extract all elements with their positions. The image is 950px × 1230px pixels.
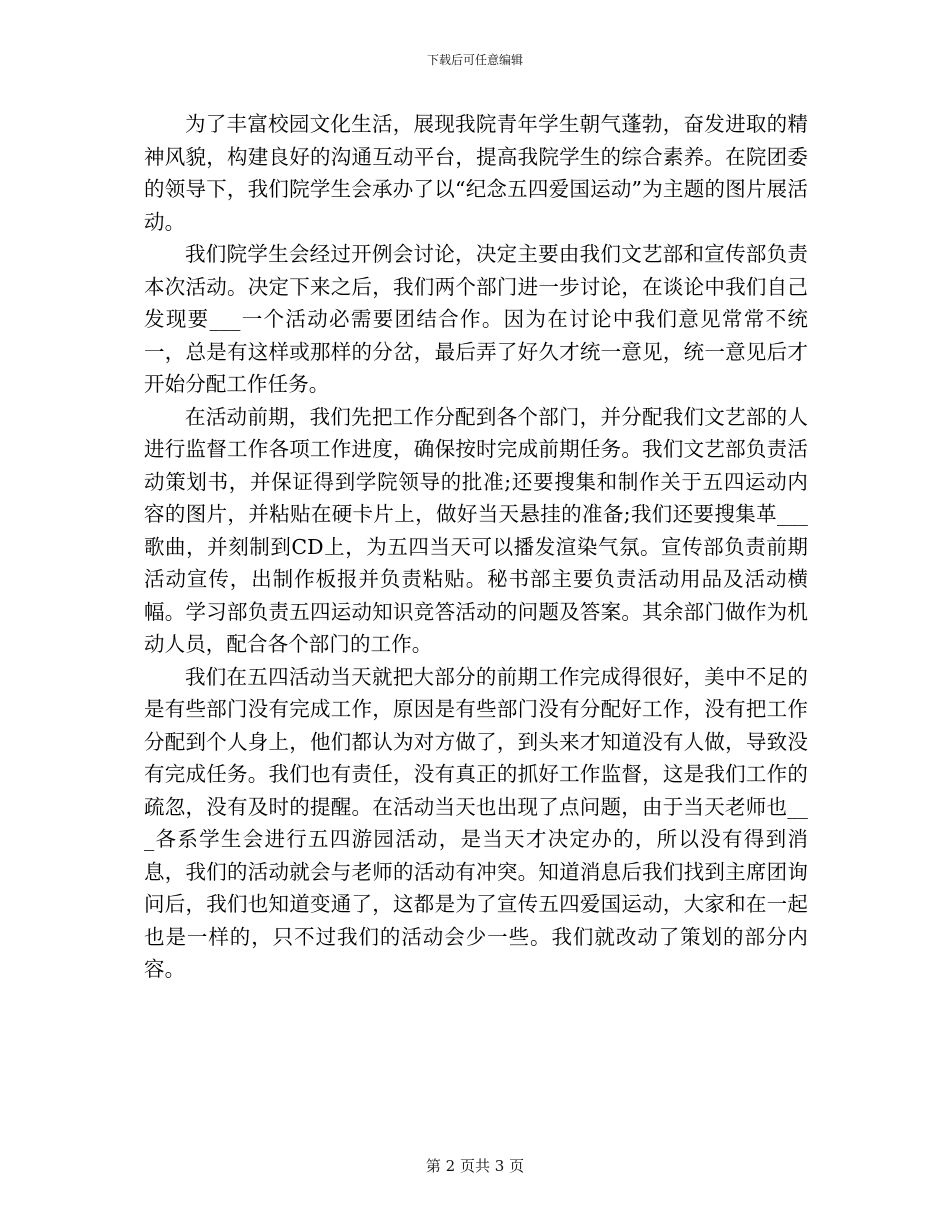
paragraph: 为了丰富校园文化生活，展现我院青年学生朝气蓬勃，奋发进取的精神风貌，构建良好的沟通互动平台，提高我院学生的综合素养。在院团委的领导下，我们院学生会承办了以“纪念五四爱国运动”为主题的图片展活动。 — [144, 112, 808, 234]
page-footer: 第 2 页共 3 页 — [425, 1157, 525, 1175]
document-body — [144, 108, 808, 986]
paragraph: 在活动前期，我们先把工作分配到各个部门，并分配我们文艺部的人进行监督工作各项工作进度，确保按时完成前期任务。我们文艺部负责活动策划书，并保证得到学院领导的批准;还要搜集和制作关于五四运动内容的图片，并粘贴在硬卡片上，做好当天悬挂的准备;我们还要搜集革___歌曲，并刻制到CD上，为五四当天可以播发渲染气氛。宣传部负责前期活动宣传，出制作板报并负责粘贴。秘书部主要负责活动用品及活动横幅。学习部负责五四运动知识竞答活动的问题及答案。其余部门做作为机动人员，配合各个部门的工作。 — [144, 404, 808, 656]
paragraph: 我们在五四活动当天就把大部分的前期工作完成得很好，美中不足的是有些部门没有完成工作，原因是有些部门没有分配好工作，没有把工作分配到个人身上，他们都认为对方做了，到头来才知道没有人做，导致没有完成任务。我们也有责任，没有真正的抓好工作监督，这是我们工作的疏忽，没有及时的提醒。在活动当天也出现了点问题，由于当天老师也___各系学生会进行五四游园活动，是当天才决定办的，所以没有得到消息，我们的活动就会与老师的活动有冲突。知道消息后我们找到主席团询问后，我们也知道变通了，这都是为了宣传五四爱国运动，大家和在一起也是一样的，只不过我们的活动会少一些。我们就改动了策划的部分内容。 — [144, 664, 808, 981]
page-header: 下载后可任意编辑 — [426, 53, 523, 67]
paragraph: 我们院学生会经过开例会讨论，决定主要由我们文艺部和宣传部负责本次活动。决定下来之后，我们两个部门进一步讨论，在谈论中我们自己发现要___一个活动必需要团结合作。因为在讨论中我们意见常常不统一，总是有这样或那样的分岔，最后弄了好久才统一意见，统一意见后才开始分配工作任务。 — [144, 242, 808, 396]
